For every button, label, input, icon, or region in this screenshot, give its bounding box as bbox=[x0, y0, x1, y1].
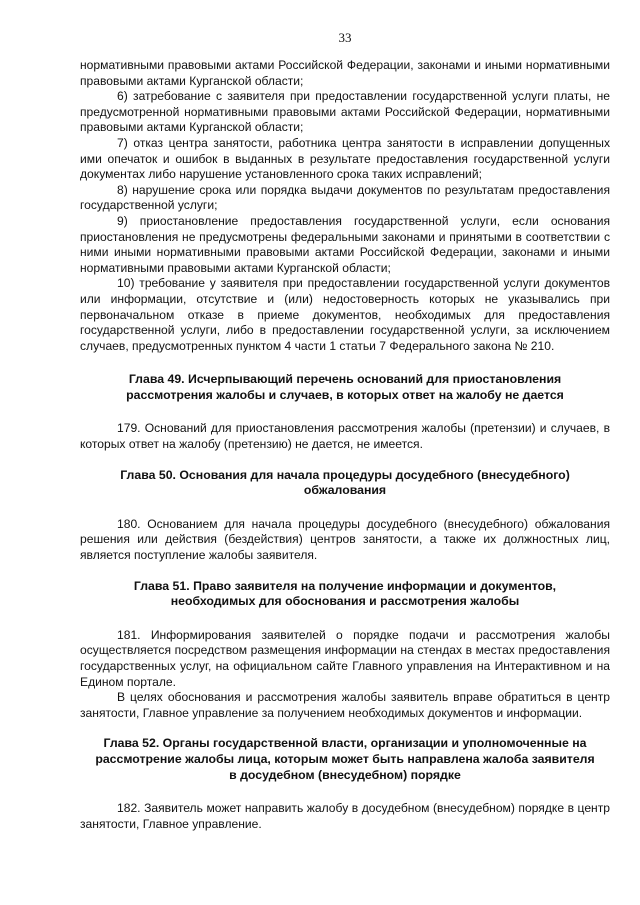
paragraph: 179. Оснований для приостановления рассмотрения жалобы (претензии) и случаев, в которых ответ на жалобу (претензию) не дается, не имеется. bbox=[80, 421, 610, 452]
paragraph: 182. Заявитель может направить жалобу в досудебном (внесудебном) порядке в центр занятости, Главное управление. bbox=[80, 801, 610, 831]
spacer bbox=[80, 499, 610, 517]
document-body bbox=[80, 58, 610, 832]
spacer bbox=[80, 721, 610, 736]
paragraph: 9) приостановление предоставления государственной услуги, если основания приостановления не предусмотрены федеральными законами и принятыми в соответствии с ними иными нормативными правовыми актами Российской Федерации, законами и иными нормативными правовыми актами Курганской области; bbox=[80, 213, 610, 275]
document-page bbox=[80, 30, 610, 832]
spacer bbox=[80, 783, 610, 801]
page-number: 33 bbox=[338, 30, 352, 45]
chapter-heading: Глава 52. Органы государственной власти, организации и уполномоченные на рассмотрение жалобы лица, которым может быть направлена жалоба заявителя в досудебном (внесудебном) порядке bbox=[95, 736, 595, 782]
paragraph: В целях обоснования и рассмотрения жалобы заявитель вправе обратиться в центр занятости, Главное управление за получением необходимых документов и информации. bbox=[80, 690, 610, 720]
spacer bbox=[80, 610, 610, 628]
spacer bbox=[80, 354, 610, 372]
paragraph: 181. Информирования заявителей о порядке подачи и рассмотрения жалобы осуществляется посредством размещения информации на стендах в местах предоставления государственных услуг, на официальном сайте Главного управления на Интерактивном и на Едином портале. bbox=[80, 627, 610, 689]
paragraph: нормативными правовыми актами Российской Федерации, законами и иными нормативными правовыми актами Курганской области; bbox=[80, 58, 610, 88]
chapter-heading: Глава 51. Право заявителя на получение информации и документов, необходимых для обоснования и рассмотрения жалобы bbox=[133, 578, 557, 609]
paragraph: 7) отказ центра занятости, работника центра занятости в исправлении допущенных ими опечаток и ошибок в выданных в результате предоставления государственной услуги документах либо нарушение установленного срока таких исправлений; bbox=[80, 135, 610, 182]
paragraph: 6) затребование с заявителя при предоставлении государственной услуги платы, не предусмотренной нормативными правовыми актами Российской Федерации, нормативными правовыми актами Курганской области; bbox=[80, 89, 610, 135]
chapter-heading: Глава 50. Основания для начала процедуры досудебного (внесудебного) обжалования bbox=[120, 467, 570, 498]
paragraph: 180. Основанием для начала процедуры досудебного (внесудебного) обжалования решения или действия (бездействия) центров занятости, а также их должностных лиц, является поступление жалобы заявителя. bbox=[80, 516, 610, 563]
paragraph: 10) требование у заявителя при предоставлении государственной услуги документов или информации, отсутствие и (или) недостоверность которых не указывались при первоначальном отказе в приеме документов, необходимых для предоставления государственной услуги, либо в предоставлении государственной услуги, за исключением случаев, предусмотренных пунктом 4 части 1 статьи 7 Федерального закона № 210. bbox=[80, 276, 610, 353]
paragraph: 8) нарушение срока или порядка выдачи документов по результатам предоставления государственной услуги; bbox=[80, 182, 610, 213]
spacer bbox=[80, 564, 610, 579]
chapter-heading: Глава 49. Исчерпывающий перечень оснований для приостановления рассмотрения жалобы и случаев, в которых ответ на жалобу не дается bbox=[126, 372, 564, 402]
spacer bbox=[80, 403, 610, 421]
spacer bbox=[80, 453, 610, 468]
